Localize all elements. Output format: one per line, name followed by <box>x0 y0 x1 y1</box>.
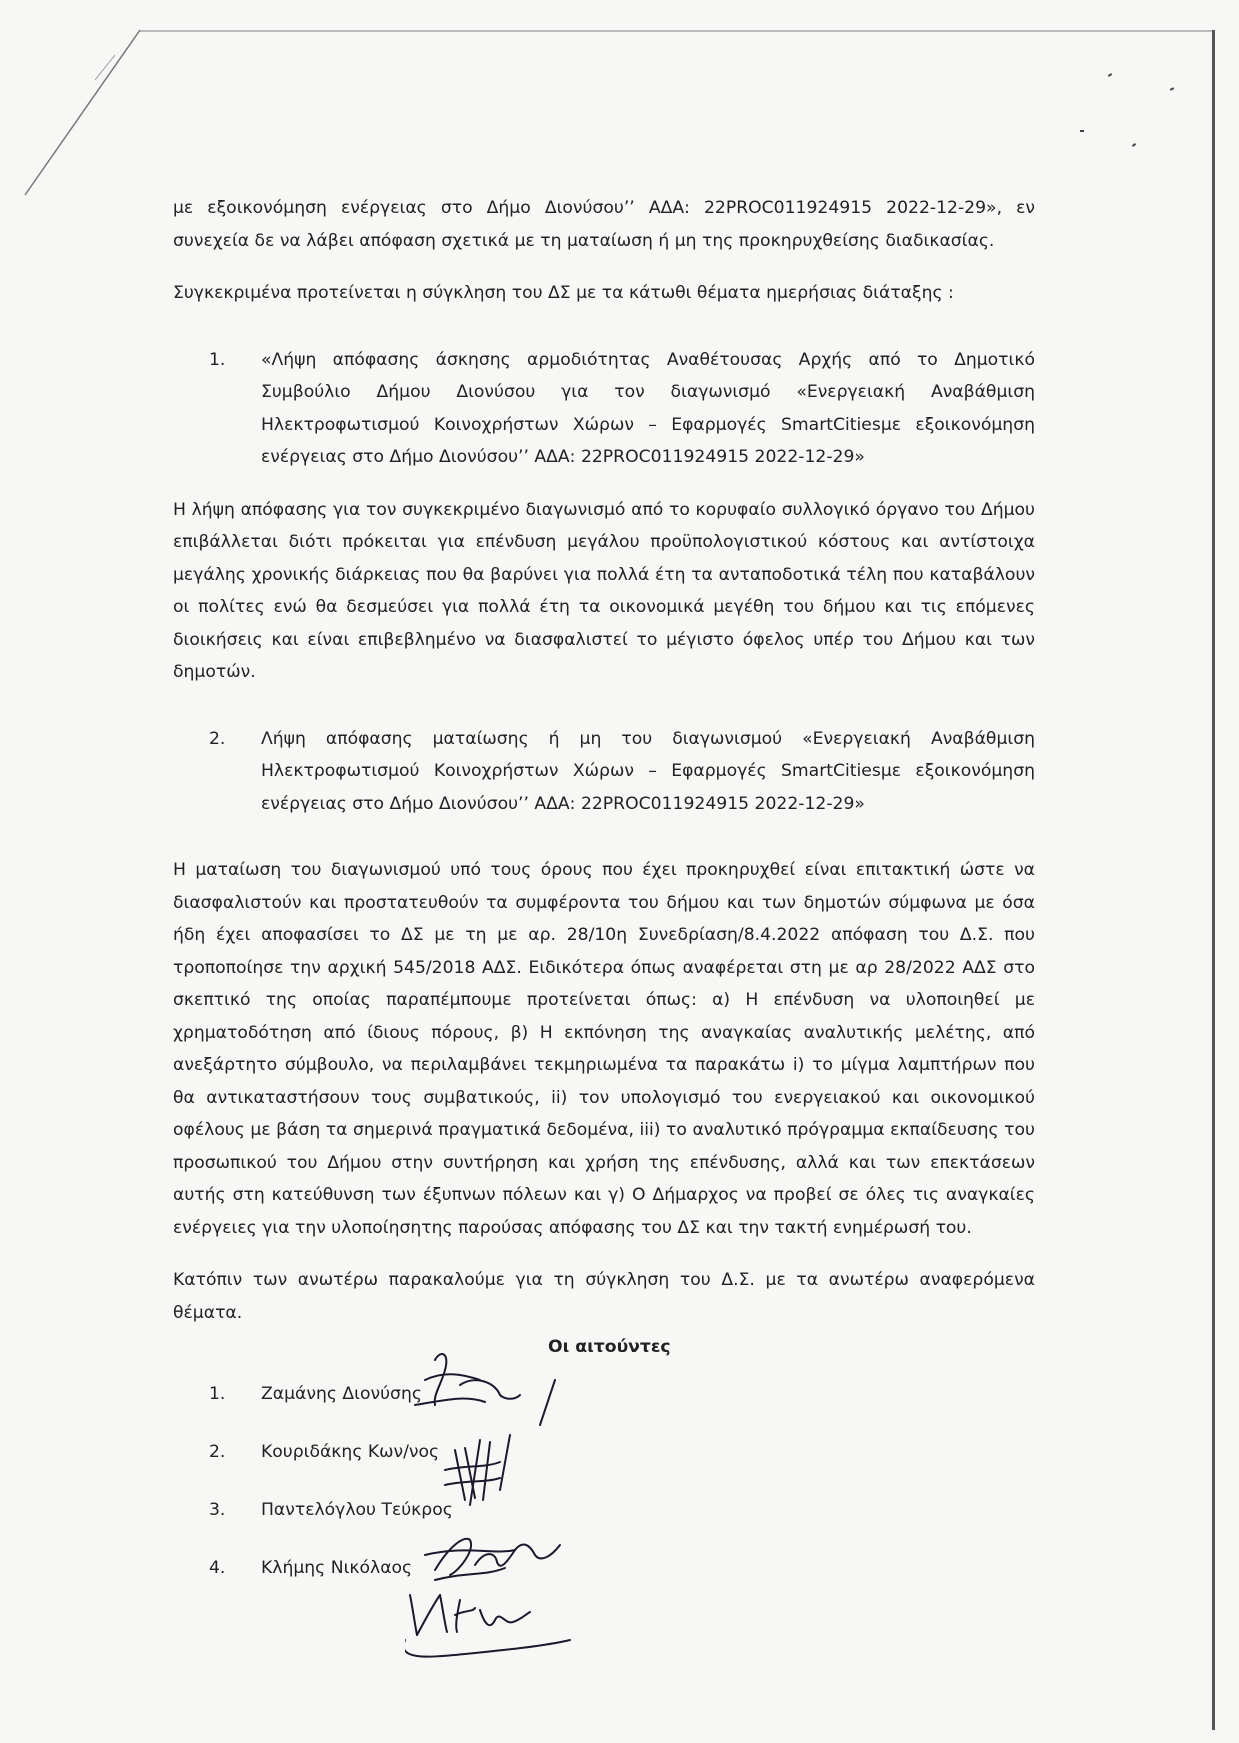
handwritten-signatures <box>405 1340 665 1660</box>
intro-paragraph: με εξοικονόμηση ενέργειας στο Δήμο Διονύσου’’ ΑΔΑ: 22PROC011924915 2022-12-29», εν συνεχεία δε να λάβει απόφαση σχετικά με τη ματαίωση ή μη της προκηρυχθείσης διαδικασίας. <box>173 198 1035 251</box>
agenda-item-number: 2. <box>209 728 226 749</box>
item2-explanation: Η ματαίωση του διαγωνισμού υπό τους όρους που έχει προκηρυχθεί είναι επιτακτική ώστε να διασφαλιστούν και προστατευθούν τα συμφέροντα του δήμου και των δημοτών σύμφωνα με όσα ήδη έχει αποφασίσει το ΔΣ με τη με αρ. 28/10η Συνεδρίαση/8.4.2022 απόφαση του Δ.Σ. που τροποποίησε την αρχική 545/2018 ΑΔΣ. Ειδικότερα όπως αναφέρεται στη με αρ 28/2022 ΑΔΣ στο σκεπτικό της οποίας παραπέμπουμε προτείνεται όπως: α) Η επένδυση να υλοποιηθεί με χρηματοδότηση από ίδιους πόρους, β) Η εκπόνηση της αναγκαίας αναλυτικής μελέτης, από ανεξάρτητο σύμβουλο, να περιλαμβάνει τεκμηριωμένα τα παρακάτω i) το μίγμα λαμπτήρων που θα αντικαταστήσουν τους συμβατικούς, ii) τον υπολογισμό του ενεργειακού και οικονομικού οφέλους με βάση τα σημερινά πραγματικά δεδομένα, iii) το αναλυτικό πρόγραμμα εκπαίδευσης του προσωπικού του Δήμου στην συντήρηση και χρήση της επένδυσης, αλλά και των επεκτάσεων αυτής στη κατεύθυνση των έξυπνων πόλεων και γ) Ο Δήμαρχος να προβεί σε όλες τις αναγκαίες ενέργειες για την υλοποίησητης παρούσας απόφασης του ΔΣ και την τακτή ενημέρωσή του. <box>173 860 1035 1238</box>
signature-2 <box>445 1435 510 1505</box>
agenda-item-1 <box>173 344 1035 474</box>
signer-number: 1. <box>209 1383 226 1404</box>
scan-speck <box>1080 130 1084 132</box>
signer-name: Κουριδάκης Κων/νος <box>261 1441 440 1462</box>
signer-name: Ζαμάνης Διονύσης <box>261 1383 422 1404</box>
signer-number: 3. <box>209 1499 226 1520</box>
agenda-item-text: «Λήψη απόφασης άσκησης αρμοδιότητας Αναθέτουσας Αρχής από το Δημοτικό Συμβούλιο Δήμου Διονύσου για τον διαγωνισμό «Ενεργειακή Αναβάθμιση Ηλεκτροφωτισμού Κοινοχρήστων Χώρων – Εφαρμογές SmartCitiesμε εξοικονόμηση ενέργειας στο Δήμο Διονύσου’’ ΑΔΑ: 22PROC011924915 2022-12-29» <box>261 349 1035 467</box>
page-fold-mark <box>0 0 200 220</box>
signer-name: Παντελόγλου Τεύκρος <box>261 1499 453 1520</box>
signature-3 <box>425 1539 560 1580</box>
scan-speck <box>1108 73 1112 77</box>
proposal-paragraph: Συγκεκριμένα προτείνεται η σύγκληση του ΔΣ με τα κάτωθι θέματα ημερήσιας διάταξης : <box>173 283 954 303</box>
item1-explanation: Η λήψη απόφασης για τον συγκεκριμένο διαγωνισμό από το κορυφαίο συλλογικό όργανο του Δήμου επιβάλλεται διότι πρόκειται για επένδυση μεγάλου προϋπολογιστικού κόστους και αντίστοιχα μεγάλης χρονικής διάρκειας που θα βαρύνει για πολλά έτη τα ανταποδοτικά τέλη που καταβάλουν οι πολίτες ενώ θα δεσμεύσει για πολλά έτη τα οικονομικά μεγέθη του δήμου και τις επόμενες διοικήσεις και είναι επιβεβλημένο να διασφαλιστεί το μέγιστο όφελος υπέρ του Δήμου και των δημοτών. <box>173 499 1035 682</box>
scan-speck <box>1132 143 1136 147</box>
agenda-item-2 <box>173 723 1035 821</box>
signer-number: 4. <box>209 1557 226 1578</box>
signature-1 <box>415 1354 555 1425</box>
signer-number: 2. <box>209 1441 226 1462</box>
signature-4 <box>405 1595 570 1657</box>
agenda-item-text: Λήψη απόφασης ματαίωσης ή μη του διαγωνισμού «Ενεργειακή Αναβάθμιση Ηλεκτροφωτισμού Κοινοχρήστων Χώρων – Εφαρμογές SmartCitiesμε εξοικονόμηση ενέργειας στο Δήμο Διονύσου’’ ΑΔΑ: 22PROC011924915 2022-12-29» <box>261 728 1035 814</box>
agenda-item-number: 1. <box>209 349 226 370</box>
scan-speck <box>1170 87 1174 91</box>
signers-title: Οι αιτούντες <box>548 1337 671 1357</box>
scan-edge-right <box>1212 30 1215 1730</box>
signer-name: Κλήμης Νικόλαος <box>261 1557 413 1578</box>
closing-paragraph: Κατόπιν των ανωτέρω παρακαλούμε για τη σύγκληση του Δ.Σ. με τα ανωτέρω αναφερόμενα θέματα. <box>173 1270 1035 1323</box>
scan-edge-top <box>140 30 1215 32</box>
